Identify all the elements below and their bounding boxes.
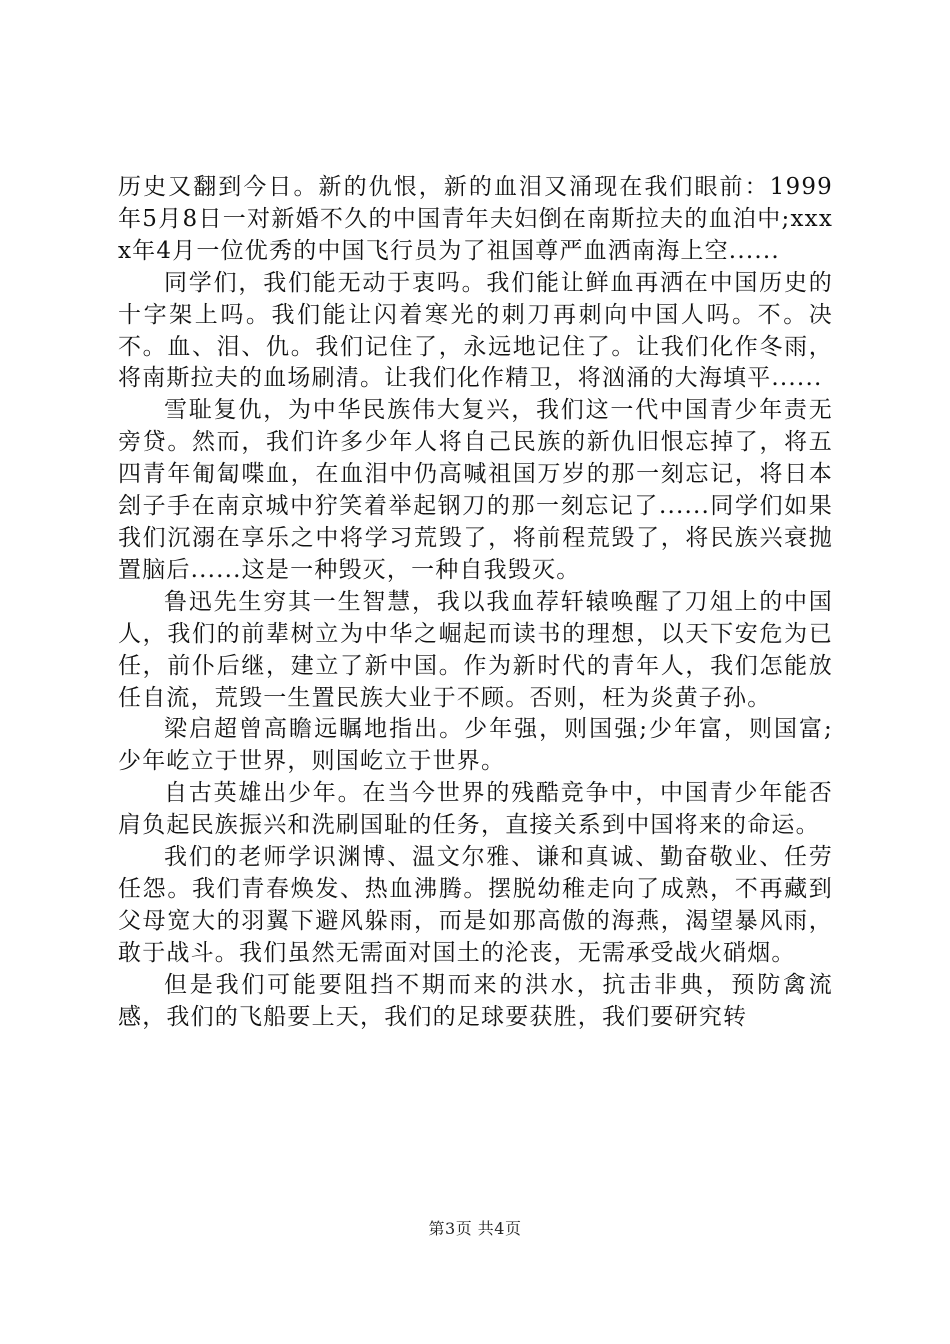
paragraph-4: 鲁迅先生穷其一生智慧，我以我血荐轩辕唤醒了刀俎上的中国人，我们的前辈树立为中华之崛起而读书的理想，以天下安危为已任，前仆后继，建立了新中国。作为新时代的青年人，我们怎能放任自流，荒毁一生置民族大业于不顾。否则，枉为炎黄子孙。 — [118, 588, 833, 711]
paragraph-1: 历史又翻到今日。新的仇恨，新的血泪又涌现在我们眼前：1999年5月8日一对新婚不久的中国青年夫妇倒在南斯拉夫的血泊中;xxxx年4月一位优秀的中国飞行员为了祖国尊严血洒南海上空...... — [118, 174, 833, 264]
paragraph-6: 自古英雄出少年。在当今世界的残酷竞争中，中国青少年能否肩负起民族振兴和洗刷国耻的任务，直接关系到中国将来的命运。 — [118, 780, 833, 839]
paragraph-5: 梁启超曾高瞻远瞩地指出。少年强，则国强;少年富，则国富;少年屹立于世界，则国屹立于世界。 — [118, 716, 833, 775]
paragraph-7: 我们的老师学识渊博、温文尔雅、谦和真诚、勤奋敬业、任劳任怨。我们青春焕发、热血沸腾。摆脱幼稚走向了成熟，不再藏到父母宽大的羽翼下避风躲雨，而是如那高傲的海燕，渴望暴风雨，敢于战斗。我们虽然无需面对国土的沦丧，无需承受战火硝烟。 — [118, 844, 833, 966]
paragraph-2: 同学们，我们能无动于衷吗。我们能让鲜血再洒在中国历史的十字架上吗。我们能让闪着寒光的刺刀再刺向中国人吗。不。决不。血、泪、仇。我们记住了，永远地记住了。让我们化作冬雨，将南斯拉夫的血场刷清。让我们化作精卫，将汹涌的大海填平...... — [118, 269, 833, 392]
body-text — [118, 172, 833, 1033]
paragraph-3: 雪耻复仇，为中华民族伟大复兴，我们这一代中国青少年责无旁贷。然而，我们许多少年人将自己民族的新仇旧恨忘掉了，将五四青年匍匐喋血，在血泪中仍高喊祖国万岁的那一刻忘记，将日本刽子手在南京城中狞笑着举起钢刀的那一刻忘记了......同学们如果我们沉溺在享乐之中将学习荒毁了，将前程荒毁了，将民族兴衰抛置脑后......这是一种毁灭，一种自我毁灭。 — [118, 397, 833, 583]
page-footer: 第3页 共4页 — [428, 1219, 522, 1238]
paragraph-8: 但是我们可能要阻挡不期而来的洪水，抗击非典，预防禽流感，我们的飞船要上天，我们的足球要获胜，我们要研究转 — [118, 971, 833, 1030]
